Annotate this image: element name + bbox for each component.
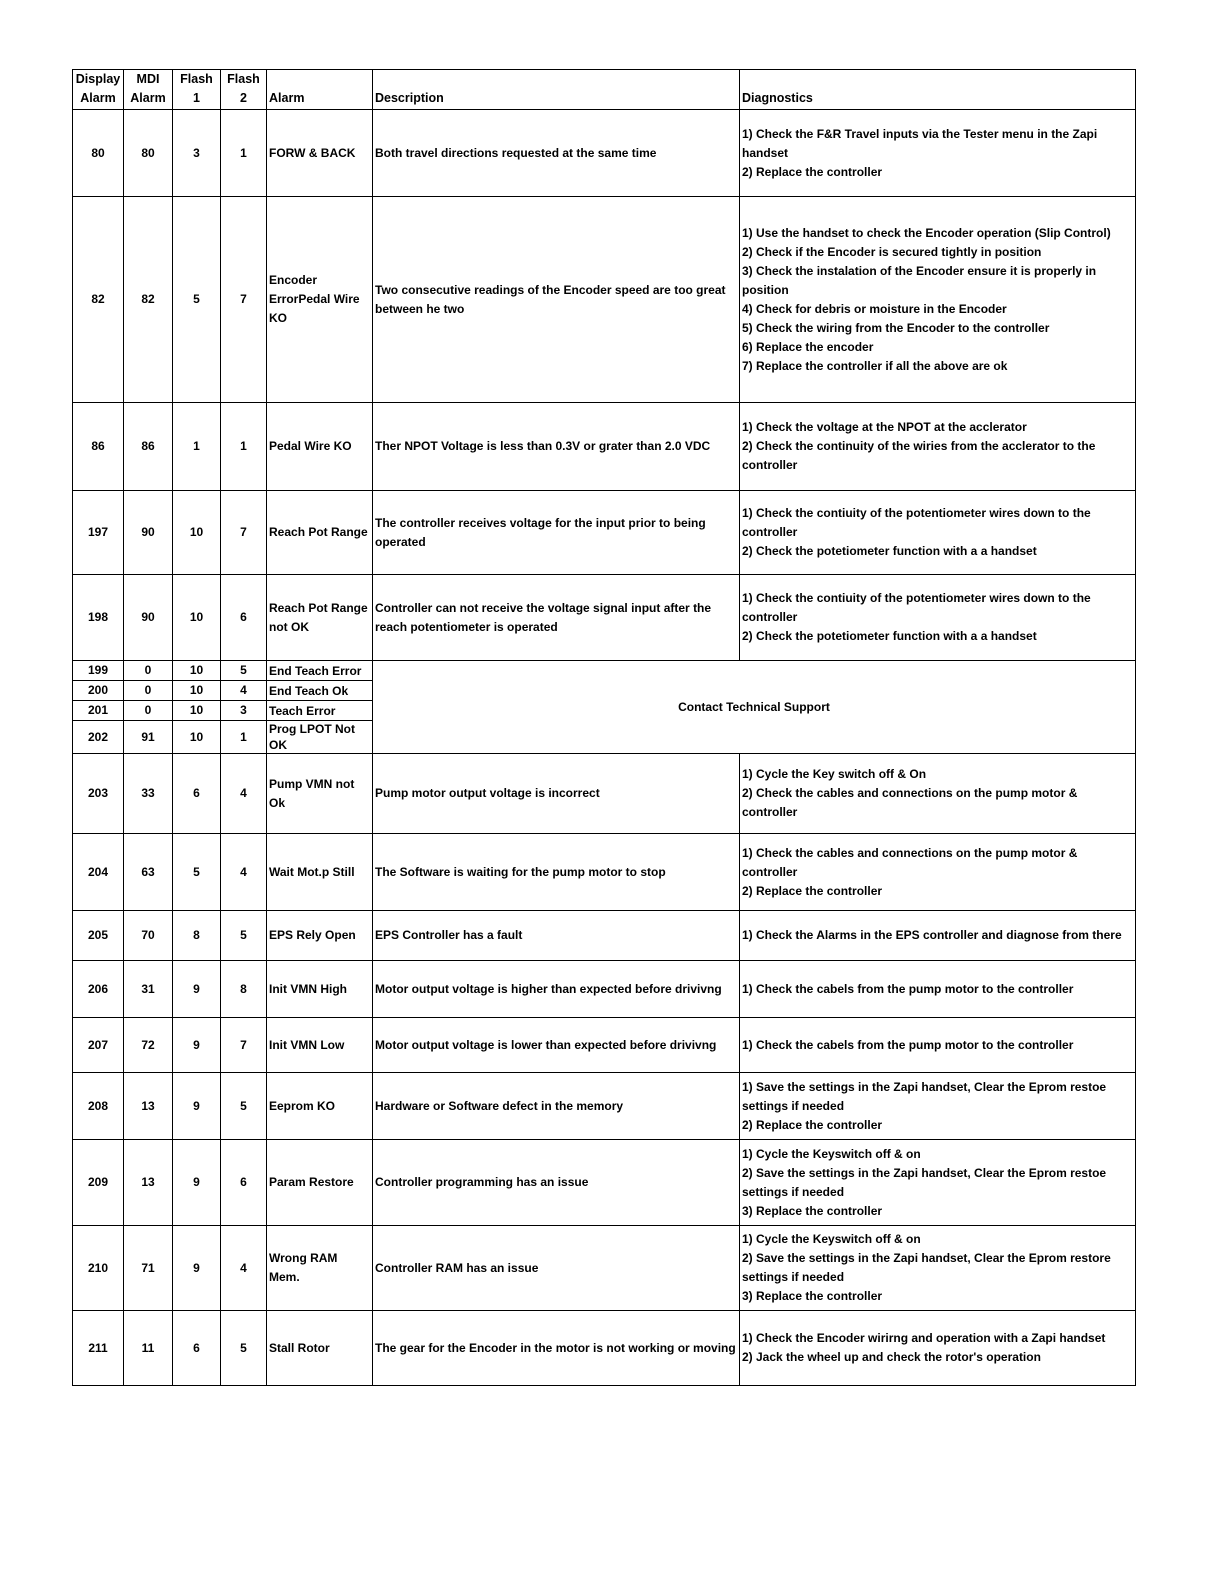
flash1-cell: 5 [173,197,221,403]
diagnostics-cell [740,834,1136,911]
display-alarm-cell: 80 [73,110,124,197]
diagnostic-step: 2) Replace the controller [742,883,883,898]
description-cell: Ther NPOT Voltage is less than 0.3V or grater than 2.0 VDC [373,403,740,491]
flash2-cell: 3 [221,701,267,721]
flash1-cell: 9 [173,1140,221,1226]
description-cell: Hardware or Software defect in the memory [373,1073,740,1140]
diagnostics-cell [740,1018,1136,1073]
description-cell: Pump motor output voltage is incorrect [373,754,740,834]
display-alarm-cell: 211 [73,1311,124,1386]
alarm-name-cell: Teach Error [267,701,373,721]
mdi-alarm-cell: 70 [124,911,173,961]
diagnostic-step: 5) Check the wiring from the Encoder to the controller [742,320,1050,335]
description-cell: The controller receives voltage for the input prior to being operated [373,491,740,575]
mdi-alarm-cell: 90 [124,491,173,575]
display-alarm-cell: 82 [73,197,124,403]
alarm-name-cell: Reach Pot Range [267,491,373,575]
flash2-cell: 5 [221,661,267,681]
flash1-cell: 3 [173,110,221,197]
header-diagnostics: Diagnostics [740,70,1136,110]
header-alarm: Alarm [267,70,373,110]
header-flash2: Flash 2 [221,70,267,110]
alarm-name-cell: Init VMN High [267,961,373,1018]
display-alarm-cell: 209 [73,1140,124,1226]
display-alarm-cell: 199 [73,661,124,681]
diagnostic-step: 1) Check the Alarms in the EPS controller and diagnose from there [742,928,1122,942]
diagnostic-step: 1) Cycle the Keyswitch off & on [742,1232,921,1246]
flash1-cell: 10 [173,681,221,701]
flash2-cell: 4 [221,754,267,834]
description-cell: Motor output voltage is higher than expected before drivivng [373,961,740,1018]
mdi-alarm-cell: 0 [124,681,173,701]
diagnostics-cell [740,961,1136,1018]
description-cell: Both travel directions requested at the same time [373,110,740,197]
flash2-cell: 5 [221,911,267,961]
flash1-cell: 5 [173,834,221,911]
diagnostic-step: 1) Check the Encoder wirirng and operation with a Zapi handset [742,1331,1106,1345]
alarm-name-cell: FORW & BACK [267,110,373,197]
diagnostics-cell [740,1226,1136,1311]
flash2-cell: 5 [221,1311,267,1386]
display-alarm-cell: 201 [73,701,124,721]
diagnostic-step: 3) Replace the controller [742,1203,883,1218]
flash1-cell: 9 [173,1018,221,1073]
mdi-alarm-cell: 31 [124,961,173,1018]
display-alarm-cell: 86 [73,403,124,491]
diagnostics-cell [740,575,1136,661]
flash1-cell: 9 [173,1226,221,1311]
mdi-alarm-cell: 33 [124,754,173,834]
table-row [73,961,1136,1018]
alarm-name-cell: Wrong RAM Mem. [267,1226,373,1311]
diagnostics-cell [740,1140,1136,1226]
description-cell: The Software is waiting for the pump motor to stop [373,834,740,911]
diagnostics-cell [740,1073,1136,1140]
display-alarm-cell: 202 [73,721,124,754]
flash2-cell: 4 [221,1226,267,1311]
diagnostic-step: 2) Jack the wheel up and check the rotor's operation [742,1350,1041,1364]
alarm-name-cell: Pedal Wire KO [267,403,373,491]
alarm-name-cell: End Teach Error [267,661,373,681]
header-description: Description [373,70,740,110]
flash2-cell: 4 [221,834,267,911]
table-row [73,754,1136,834]
diagnostic-step: 1) Cycle the Key switch off & On [742,767,927,781]
display-alarm-cell: 198 [73,575,124,661]
diagnostic-step: 2) Check the potetiometer function with a a handset [742,544,1037,558]
contact-support-cell: Contact Technical Support [373,661,1136,754]
alarm-name-cell: EPS Rely Open [267,911,373,961]
alarm-name-cell: Stall Rotor [267,1311,373,1386]
table-row [73,110,1136,197]
diagnostics-cell [740,403,1136,491]
display-alarm-cell: 207 [73,1018,124,1073]
mdi-alarm-cell: 82 [124,197,173,403]
header-mdi-alarm: MDI Alarm [124,70,173,110]
alarm-name-cell: Encoder ErrorPedal Wire KO [267,197,373,403]
flash2-cell: 6 [221,1140,267,1226]
diagnostics-cell [740,110,1136,197]
flash1-cell: 8 [173,911,221,961]
diagnostic-step: 2) Save the settings in the Zapi handset, Clear the Eprom restore settings if needed [742,1251,1111,1284]
table-row [73,1018,1136,1073]
mdi-alarm-cell: 0 [124,701,173,721]
flash2-cell: 7 [221,491,267,575]
mdi-alarm-cell: 71 [124,1226,173,1311]
diagnostic-step: 1) Cycle the Keyswitch off & on [742,1146,921,1161]
diagnostics-cell [740,491,1136,575]
diagnostic-step: 1) Check the cabels from the pump motor to the controller [742,981,1074,996]
flash1-cell: 9 [173,1073,221,1140]
flash1-cell: 6 [173,754,221,834]
table-row [73,1140,1136,1226]
header-display-alarm: Display Alarm [73,70,124,110]
flash2-cell: 6 [221,575,267,661]
alarm-name-cell: Prog LPOT Not OK [267,721,373,754]
diagnostic-step: 1) Check the voltage at the NPOT at the acclerator [742,420,1027,434]
diagnostic-step: 2) Save the settings in the Zapi handset, Clear the Eprom restoe settings if needed [742,1165,1107,1199]
alarm-name-cell: Init VMN Low [267,1018,373,1073]
description-cell: Controller RAM has an issue [373,1226,740,1311]
table-row [73,197,1136,403]
flash1-cell: 1 [173,403,221,491]
mdi-alarm-cell: 11 [124,1311,173,1386]
display-alarm-cell: 205 [73,911,124,961]
flash2-cell: 5 [221,1073,267,1140]
diagnostic-step: 2) Check the continuity of the wiries from the acclerator to the controller [742,439,1096,472]
alarm-name-cell: Wait Mot.p Still [267,834,373,911]
diagnostic-step: 1) Check the contiuity of the potentiometer wires down to the controller [742,591,1091,624]
diagnostics-cell [740,197,1136,403]
flash1-cell: 6 [173,1311,221,1386]
description-cell: The gear for the Encoder in the motor is not working or moving [373,1311,740,1386]
diagnostic-step: 3) Replace the controller [742,1289,883,1303]
flash1-cell: 10 [173,491,221,575]
table-row [73,575,1136,661]
table-row [73,1073,1136,1140]
diagnostic-step: 1) Check the cables and connections on the pump motor & controller [742,845,1078,879]
table-row [73,403,1136,491]
table-row [73,491,1136,575]
diagnostic-step: 3) Check the instalation of the Encoder ensure it is properly in position [742,263,1097,297]
diagnostic-step: 4) Check for debris or moisture in the Encoder [742,301,1007,316]
description-cell: Two consecutive readings of the Encoder speed are too great between he two [373,197,740,403]
description-cell: Controller can not receive the voltage signal input after the reach potentiometer is operated [373,575,740,661]
mdi-alarm-cell: 72 [124,1018,173,1073]
flash2-cell: 4 [221,681,267,701]
header-flash1: Flash 1 [173,70,221,110]
display-alarm-cell: 206 [73,961,124,1018]
alarm-name-cell: Eeprom KO [267,1073,373,1140]
display-alarm-cell: 210 [73,1226,124,1311]
flash2-cell: 1 [221,110,267,197]
flash2-cell: 1 [221,403,267,491]
flash1-cell: 10 [173,721,221,754]
diagnostic-step: 2) Replace the controller [742,1117,883,1132]
display-alarm-cell: 197 [73,491,124,575]
flash2-cell: 7 [221,1018,267,1073]
mdi-alarm-cell: 63 [124,834,173,911]
table-row [73,911,1136,961]
diagnostic-step: 1) Check the cabels from the pump motor to the controller [742,1037,1074,1052]
flash1-cell: 10 [173,575,221,661]
flash2-cell: 8 [221,961,267,1018]
mdi-alarm-cell: 91 [124,721,173,754]
alarm-name-cell: Param Restore [267,1140,373,1226]
diagnostic-step: 1) Check the contiuity of the potentiometer wires down to the controller [742,506,1091,539]
description-cell: EPS Controller has a fault [373,911,740,961]
table-row [73,1226,1136,1311]
diagnostic-step: 2) Check the potetiometer function with a a handset [742,629,1037,643]
alarm-name-cell: End Teach Ok [267,681,373,701]
table-row [73,834,1136,911]
alarm-table [72,69,1136,1386]
flash2-cell: 1 [221,721,267,754]
diagnostic-step: 2) Replace the controller [742,164,883,179]
diagnostic-step: 1) Check the F&R Travel inputs via the Tester menu in the Zapi handset [742,126,1098,160]
diagnostic-step: 6) Replace the encoder [742,339,874,354]
mdi-alarm-cell: 86 [124,403,173,491]
display-alarm-cell: 203 [73,754,124,834]
mdi-alarm-cell: 80 [124,110,173,197]
description-cell: Controller programming has an issue [373,1140,740,1226]
diagnostic-step: 1) Save the settings in the Zapi handset, Clear the Eprom restoe settings if needed [742,1079,1107,1113]
mdi-alarm-cell: 13 [124,1073,173,1140]
display-alarm-cell: 208 [73,1073,124,1140]
mdi-alarm-cell: 13 [124,1140,173,1226]
diagnostics-cell [740,754,1136,834]
flash1-cell: 10 [173,701,221,721]
display-alarm-cell: 200 [73,681,124,701]
table-row [73,661,1136,681]
diagnostic-step: 1) Use the handset to check the Encoder operation (Slip Control) [742,225,1111,240]
mdi-alarm-cell: 90 [124,575,173,661]
diagnostics-cell [740,911,1136,961]
flash1-cell: 10 [173,661,221,681]
diagnostic-step: 2) Check the cables and connections on the pump motor & controller [742,786,1078,819]
table-row [73,1311,1136,1386]
description-cell: Motor output voltage is lower than expected before drivivng [373,1018,740,1073]
header-row [73,70,1136,110]
alarm-name-cell: Reach Pot Range not OK [267,575,373,661]
diagnostic-step: 7) Replace the controller if all the above are ok [742,358,1008,373]
mdi-alarm-cell: 0 [124,661,173,681]
diagnostic-step: 2) Check if the Encoder is secured tightly in position [742,244,1042,259]
display-alarm-cell: 204 [73,834,124,911]
flash1-cell: 9 [173,961,221,1018]
diagnostics-cell [740,1311,1136,1386]
flash2-cell: 7 [221,197,267,403]
alarm-name-cell: Pump VMN not Ok [267,754,373,834]
